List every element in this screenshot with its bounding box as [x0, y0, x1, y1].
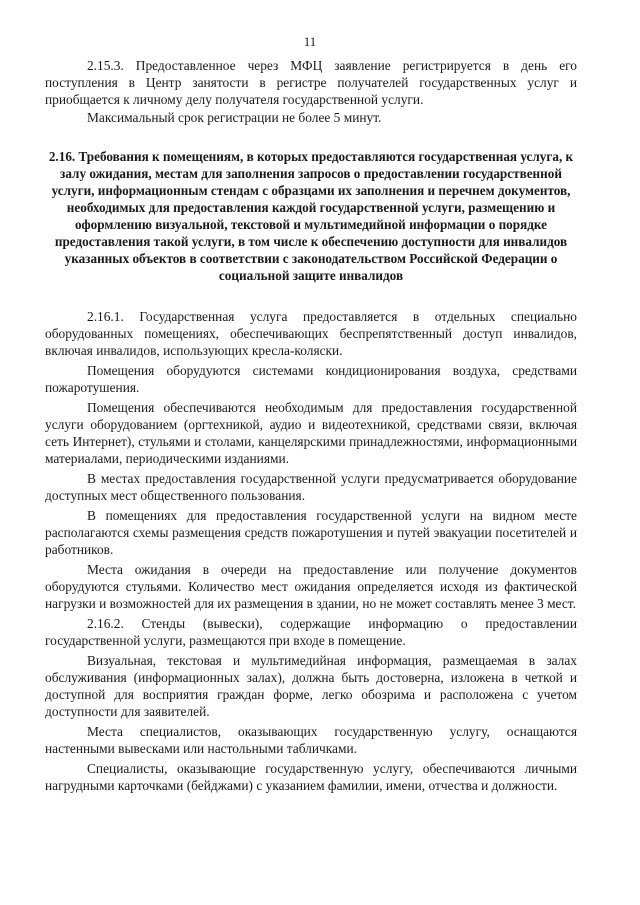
paragraph-air-conditioning: Помещения оборудуются системами кондиционирования воздуха, средствами пожаротушения.: [45, 363, 577, 395]
document-body: [45, 57, 577, 797]
paragraph-registration-time: Максимальный срок регистрации не более 5 минут.: [87, 110, 382, 125]
section-heading-2-16: 2.16. Требования к помещениям, в которых предоставляются государственная услуга, к залу ожидания, местам для заполнения запросов о предоставлении государственной услуги, информационным стендам с образцами их заполнения и перечнем документов, необходимых для предоставления каждой государственной услуги, размещению и оформлению визуальной, текстовой и мультимедийной информации о порядке предоставления такой услуги, в том числе к обеспечению доступности для инвалидов указанных объектов в соответствии с законодательством Российской Федерации о социальной защите инвалидов: [48, 149, 574, 283]
paragraph-specialist-places: Места специалистов, оказывающих государственную услугу, оснащаются настенными вывесками или настольными табличками.: [45, 724, 577, 756]
paragraph-2-15-3: 2.15.3. Предоставленное через МФЦ заявление регистрируется в день его поступления в Центр занятости в регистре получателей государственных услуг и приобщается к личному делу получателя государственной услуги.: [45, 58, 577, 107]
page-number: 11: [303, 34, 317, 49]
paragraph-visual-information: Визуальная, текстовая и мультимедийная информация, размещаемая в залах обслуживания (информационных залах), должна быть достоверна, изложена в четкой и доступной для восприятия граждан форме, легко обозрима и расположена с учетом доступности для заявителей.: [45, 653, 577, 719]
paragraph-equipment: Помещения обеспечиваются необходимым для предоставления государственной услуги оборудованием (оргтехникой, аудио и видеотехникой, средствами связи, включая сеть Интернет), стульями и столами, канцелярскими принадлежностями, информационными материалами, периодическими изданиями.: [45, 400, 577, 466]
paragraph-public-places: В местах предоставления государственной услуги предусматривается оборудование доступных мест общественного пользования.: [45, 471, 577, 503]
paragraph-badges: Специалисты, оказывающие государственную услугу, обеспечиваются личными нагрудными карточками (бейджами) с указанием фамилии, имени, отчества и должности.: [45, 761, 577, 793]
paragraph-2-16-2: 2.16.2. Стенды (вывески), содержащие информацию о предоставлении государственной услуги, размещаются при входе в помещение.: [45, 616, 577, 648]
paragraph-evacuation-schemes: В помещениях для предоставления государственной услуги на видном месте располагаются схемы размещения средств пожаротушения и путей эвакуации посетителей и работников.: [45, 508, 577, 557]
paragraph-waiting-places: Места ожидания в очереди на предоставление или получение документов оборудуются стульями. Количество мест ожидания определяется исходя из фактической нагрузки и возможностей для их размещения в здании, но не может составлять менее 3 мест.: [45, 562, 577, 611]
paragraph-2-16-1: 2.16.1. Государственная услуга предоставляется в отдельных специально оборудованных помещениях, обеспечивающих беспрепятственный доступ инвалидов, включая инвалидов, использующих кресла-коляски.: [45, 309, 577, 358]
